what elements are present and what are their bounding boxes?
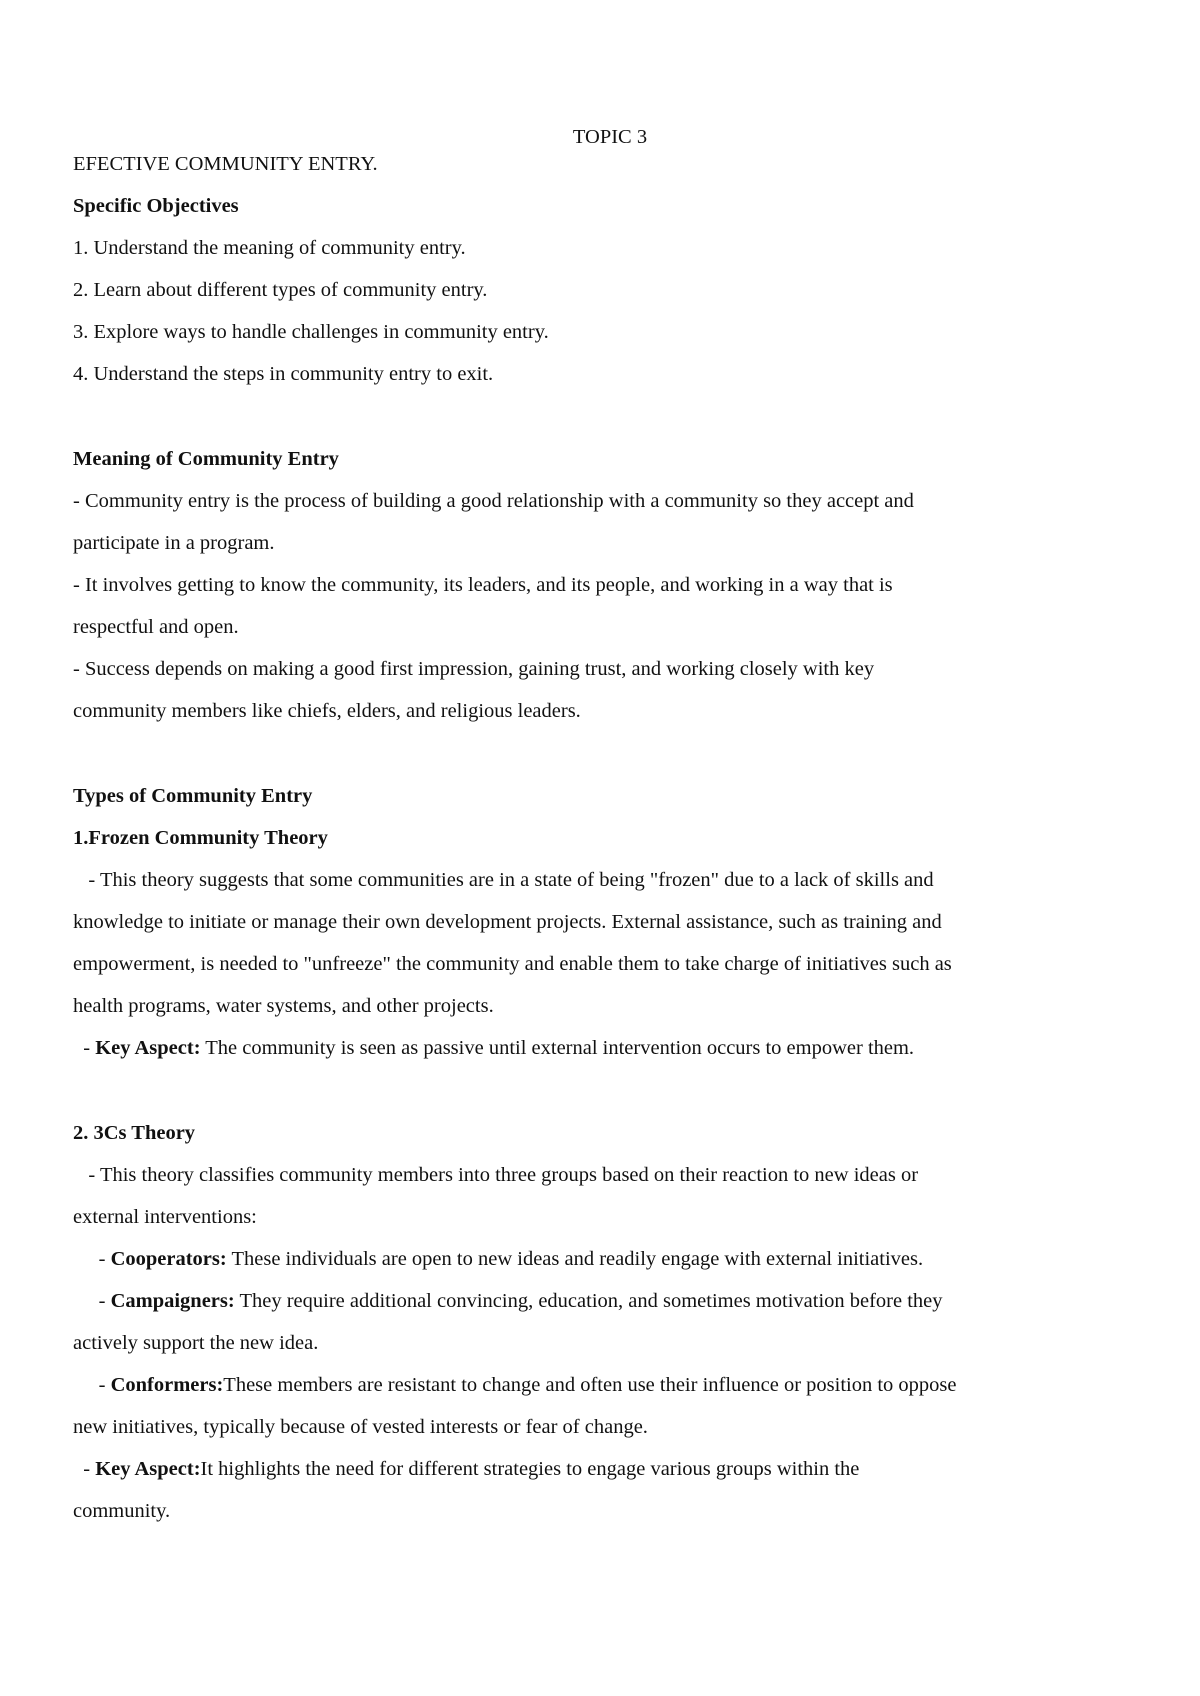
campaigners-text: They require additional convincing, education, and sometimes motivation before they bbox=[234, 1290, 943, 1312]
document-title: EFECTIVE COMMUNITY ENTRY. bbox=[73, 153, 378, 175]
topic-label: TOPIC 3 bbox=[572, 126, 648, 148]
objective-item: 2. Learn about different types of community entry. bbox=[73, 279, 488, 301]
objective-item: 1. Understand the meaning of community entry. bbox=[73, 237, 466, 259]
threecs-key-label: Key Aspect: bbox=[95, 1458, 201, 1480]
frozen-theory-line: health programs, water systems, and other projects. bbox=[73, 995, 494, 1017]
meaning-line: community members like chiefs, elders, and religious leaders. bbox=[73, 700, 581, 722]
conformers-text: These members are resistant to change and often use their influence or position to oppose bbox=[223, 1374, 957, 1396]
meaning-line: - Success depends on making a good first impression, gaining trust, and working closely with key bbox=[73, 658, 875, 680]
cooperators-label: Cooperators: bbox=[110, 1248, 227, 1270]
objective-item: 4. Understand the steps in community entry to exit. bbox=[73, 363, 494, 385]
threecs-heading: 2. 3Cs Theory bbox=[73, 1122, 196, 1144]
threecs-key-prefix: - bbox=[73, 1458, 96, 1480]
campaigners-label: Campaigners: bbox=[110, 1290, 235, 1312]
frozen-theory-heading: 1.Frozen Community Theory bbox=[73, 827, 328, 849]
threecs-intro-line: - This theory classifies community members into three groups based on their reaction to new ideas or bbox=[73, 1164, 919, 1186]
conformers-prefix: - bbox=[73, 1374, 111, 1396]
cooperators-item bbox=[73, 1247, 923, 1271]
meaning-line: respectful and open. bbox=[73, 616, 239, 638]
cooperators-prefix: - bbox=[73, 1248, 111, 1270]
threecs-intro-line: external interventions: bbox=[73, 1206, 257, 1228]
meaning-line: - It involves getting to know the community, its leaders, and its people, and working in a way that is bbox=[73, 574, 893, 596]
threecs-key-continuation: community. bbox=[73, 1500, 171, 1522]
frozen-key-prefix: - bbox=[73, 1037, 96, 1059]
campaigners-continuation: actively support the new idea. bbox=[73, 1332, 319, 1354]
objective-item: 3. Explore ways to handle challenges in community entry. bbox=[73, 321, 549, 343]
campaigners-prefix: - bbox=[73, 1290, 111, 1312]
cooperators-text: These individuals are open to new ideas and readily engage with external initiatives. bbox=[226, 1248, 924, 1270]
frozen-key-label: Key Aspect: bbox=[95, 1037, 201, 1059]
meaning-line: - Community entry is the process of building a good relationship with a community so they accept and bbox=[73, 490, 914, 512]
conformers-item bbox=[73, 1373, 957, 1397]
meaning-heading: Meaning of Community Entry bbox=[73, 448, 339, 470]
threecs-key-text: It highlights the need for different strategies to engage various groups within the bbox=[200, 1458, 860, 1480]
conformers-label: Conformers: bbox=[110, 1374, 224, 1396]
meaning-line: participate in a program. bbox=[73, 532, 275, 554]
frozen-key-aspect bbox=[73, 1036, 914, 1060]
objectives-heading: Specific Objectives bbox=[73, 195, 239, 217]
frozen-theory-line: - This theory suggests that some communities are in a state of being "frozen" due to a lack of skills and bbox=[73, 869, 934, 891]
threecs-key-aspect bbox=[73, 1457, 859, 1481]
frozen-theory-line: knowledge to initiate or manage their own development projects. External assistance, such as training and bbox=[73, 911, 942, 933]
types-heading: Types of Community Entry bbox=[73, 785, 313, 807]
frozen-theory-line: empowerment, is needed to "unfreeze" the community and enable them to take charge of initiatives such as bbox=[73, 953, 952, 975]
conformers-continuation: new initiatives, typically because of vested interests or fear of change. bbox=[73, 1416, 648, 1438]
frozen-key-text: The community is seen as passive until external intervention occurs to empower them. bbox=[200, 1037, 915, 1059]
campaigners-item bbox=[73, 1289, 943, 1313]
